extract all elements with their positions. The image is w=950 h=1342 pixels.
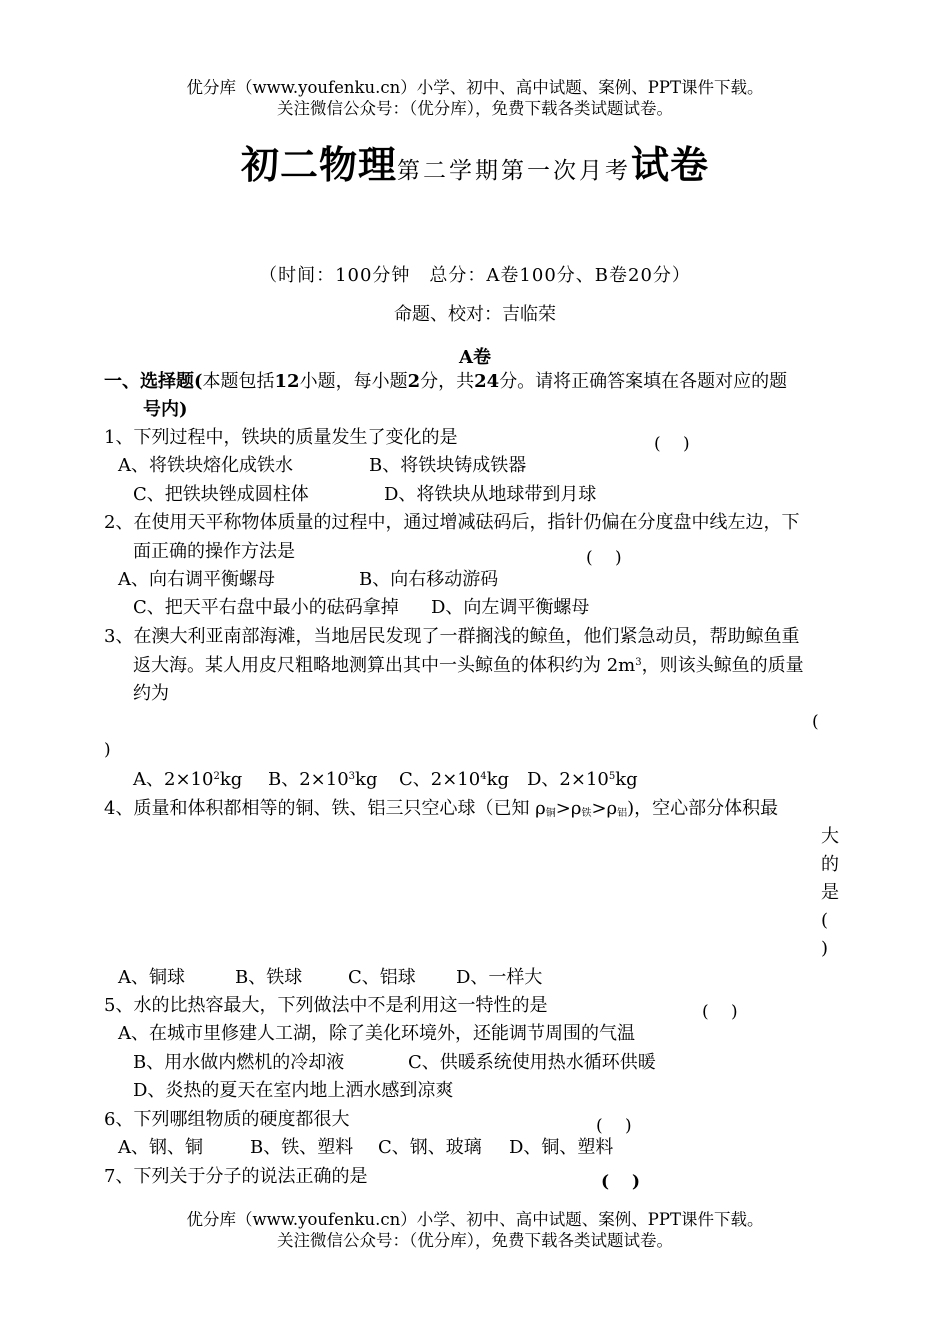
q1-option-a: A、将铁块熔化成铁水 [118,455,293,476]
q3-stem-line-1: 3、在澳大利亚南部海滩，当地居民发现了一群搁浅的鲸鱼，他们紧急动员，帮助鲸鱼重 [104,626,800,647]
exam-time-info: （时间：100分钟 总分：A卷100分、B卷20分） [259,265,691,286]
q1-stem: 1、下列过程中，铁块的质量发生了变化的是 [104,427,458,448]
q4-stem-wrap-char: 大 [821,826,839,847]
title-term: 第二学期第一次月考 [397,158,631,184]
q6-option-b: B、铁、塑料 [250,1137,354,1158]
q4-option-b: B、铁球 [235,967,303,988]
q4-stem-wrap-char: 的 [821,854,839,875]
q3-option-text: A、2×10 [133,769,214,790]
header-ad-line-2: 关注微信公众号：（优分库），免费下载各类试题试卷。 [277,99,673,118]
q6-option-d: D、铜、塑料 [509,1137,614,1158]
q4-answer-blank-close[interactable]: ) [821,938,829,959]
q4-density-copper: 铜 [545,808,556,819]
q3-option-exponent: 4 [480,771,487,782]
heading-count: 12 [274,371,300,392]
q3-option-exponent: 5 [608,771,616,782]
q4-density-aluminum: 铝 [617,808,628,819]
q3-stem-text: 返大海。某人用皮尺粗略地测算出其中一头鲸鱼的体积约为 2m [133,655,636,676]
q2-option-d: D、向左调平衡螺母 [431,597,590,618]
q4-stem-text: 4、质量和体积都相等的铜、铁、铝三只空心球（已知 ρ [104,798,546,819]
heading-total: 24 [474,371,500,392]
q3-stem-line-3: 约为 [133,683,169,704]
title-suffix: 试卷 [631,142,710,187]
page-title [0,134,950,189]
footer-ad-line-2: 关注微信公众号：（优分库），免费下载各类试题试卷。 [277,1231,673,1250]
q5-option-c: C、供暖系统使用热水循环供暖 [408,1052,656,1073]
section-heading-cont: 号内) [143,399,188,420]
q3-option-text: D、2×10 [527,769,609,790]
title-subject: 初二物理 [240,142,397,187]
q4-stem-wrap-char: 是 [821,882,839,903]
q2-option-b: B、向右移动游码 [359,569,499,590]
q4-stem-text: )，空心部分体积最 [627,798,779,819]
q5-stem: 5、水的比热容最大，下列做法中不是利用这一特性的是 [104,995,548,1016]
q1-option-d: D、将铁块从地球带到月球 [384,484,597,505]
q2-option-c: C、把天平右盘中最小的砝码拿掉 [133,597,399,618]
q3-answer-blank-close[interactable]: ) [104,740,111,760]
q6-option-c: C、钢、玻璃 [378,1137,482,1158]
q4-option-d: D、一样大 [456,967,543,988]
q3-option-unit: kg [355,769,378,790]
q1-option-b: B、将铁块铸成铁器 [369,455,527,476]
q1-option-c: C、把铁块锉成圆柱体 [133,484,309,505]
q3-option-unit: kg [486,769,510,790]
q4-answer-blank-open[interactable]: ( [821,910,829,931]
q6-stem: 6、下列哪组物质的硬度都很大 [104,1109,350,1130]
section-label: A卷 [459,347,491,368]
q6-answer-blank[interactable]: ( ) [596,1116,632,1136]
q3-option-a [133,766,242,794]
q5-option-a: A、在城市里修建人工湖，除了美化环境外，还能调节周围的气温 [118,1023,635,1044]
q2-answer-blank[interactable]: ( ) [586,548,622,568]
q4-greater-than: >ρ [591,798,618,819]
q3-option-exponent: 2 [213,771,220,782]
q3-option-exponent: 3 [348,771,356,782]
q7-answer-blank[interactable]: ( ) [601,1172,641,1192]
q4-stem [104,795,778,823]
header-ad-line-1: 优分库（www.youfenku.cn）小学、初中、高中试题、案例、PPT课件下载。 [186,78,764,97]
q2-option-a: A、向右调平衡螺母 [118,569,275,590]
q4-option-a: A、铜球 [118,967,185,988]
q3-stem-line-2 [133,652,804,680]
q3-volume-exponent: 3 [635,657,642,668]
q5-option-b: B、用水做内燃机的冷却液 [133,1052,345,1073]
q4-density-iron: 铁 [581,808,592,819]
q6-option-a: A、钢、铜 [118,1137,203,1158]
heading-points: 2 [407,371,421,392]
q4-option-c: C、铝球 [348,967,416,988]
heading-part: 分，共 [420,371,475,392]
heading-part: 小题，每小题 [299,371,408,392]
heading-part: 本题包括 [202,371,275,392]
q7-stem: 7、下列关于分子的说法正确的是 [104,1166,368,1187]
q3-option-unit: kg [219,769,243,790]
q2-stem-line-2: 面正确的操作方法是 [133,541,295,562]
q3-option-d [527,766,638,794]
q2-stem-line-1: 2、在使用天平称物体质量的过程中，通过增减砝码后，指针仍偏在分度盘中线左边，下 [104,512,800,533]
q3-option-c [399,766,509,794]
q4-greater-than: >ρ [555,798,582,819]
heading-part: 分。请将正确答案填在各题对应的题 [499,371,788,392]
q3-stem-text: ，则该头鲸鱼的质量 [641,655,804,676]
q5-answer-blank[interactable]: ( ) [702,1002,738,1022]
heading-part: 一、选择题( [104,371,203,392]
footer-ad-line-1: 优分库（www.youfenku.cn）小学、初中、高中试题、案例、PPT课件下载。 [186,1210,764,1229]
q3-option-unit: kg [615,769,638,790]
q1-answer-blank[interactable]: ( ) [654,434,690,454]
q3-option-text: B、2×10 [268,769,349,790]
q5-option-d: D、炎热的夏天在室内地上洒水感到凉爽 [133,1080,454,1101]
exam-author: 命题、校对：吉临荣 [394,304,556,325]
section-heading [104,368,787,396]
q3-answer-blank-open[interactable]: ( [812,712,819,732]
q3-option-text: C、2×10 [399,769,481,790]
q3-option-b [268,766,377,794]
